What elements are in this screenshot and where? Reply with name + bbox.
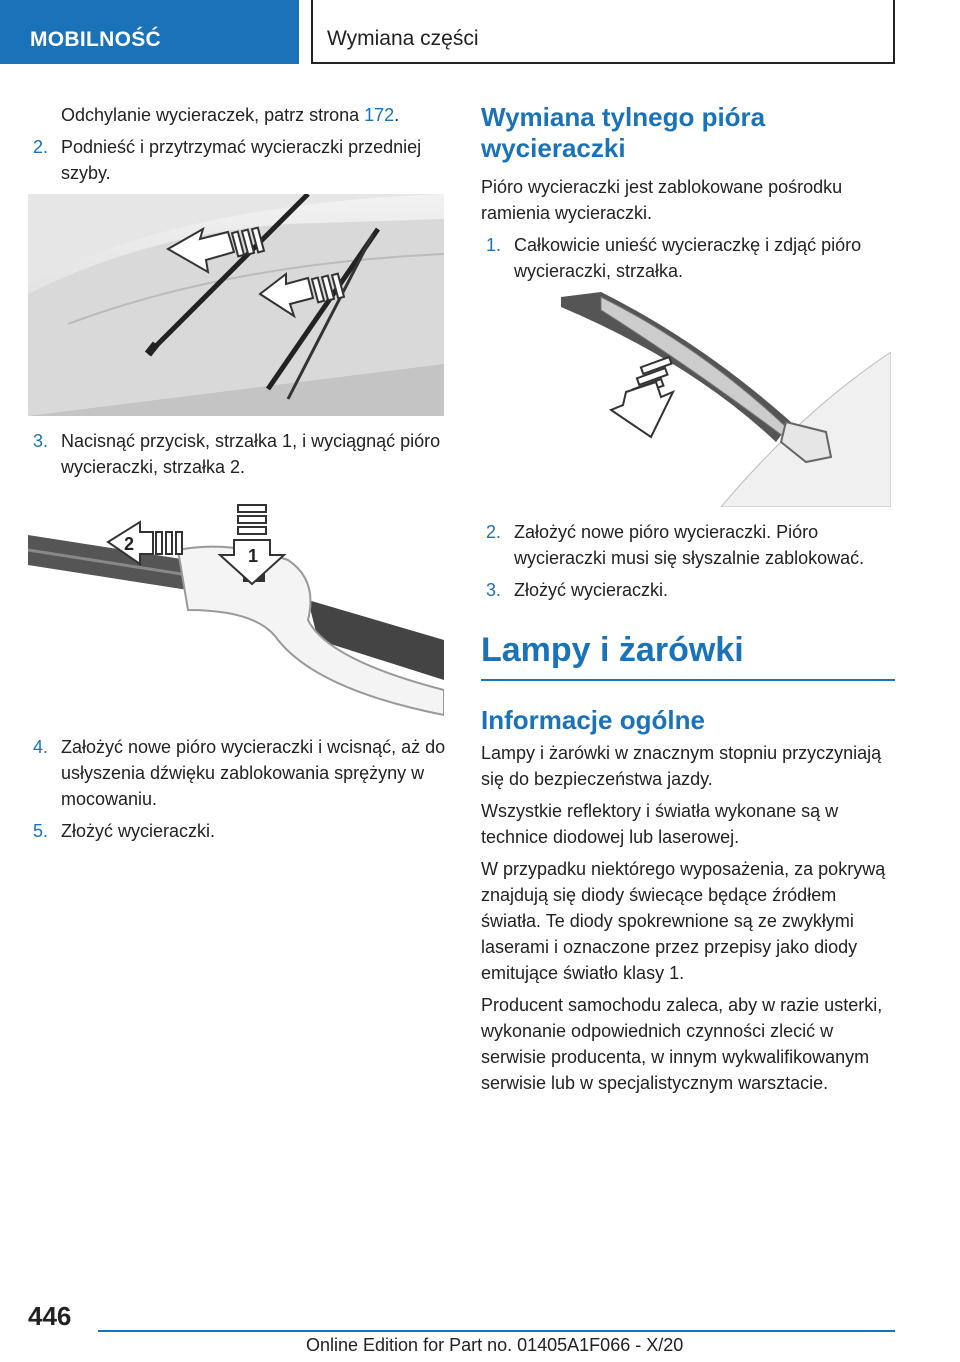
intro-text: Odchylanie wycieraczek, patrz strona xyxy=(61,105,360,125)
step-item xyxy=(481,577,895,603)
intro-end: . xyxy=(394,105,400,125)
paragraph: Producent samochodu zaleca, aby w razie usterki, wykonanie odpowiednich czynności zlecić w serwisie producenta, w innym wykwalifikowanym serwisie lub w specjalistycznym warsztacie. xyxy=(481,995,883,1093)
header-title: Wymiana części xyxy=(327,27,479,50)
step-number: 2. xyxy=(33,137,49,157)
paragraph: W przypadku niektórego wyposażenia, za pokrywą znajdują się diody świecące będące źródłem światła. Te diody spokrewnione są ze zwykłymi laserami i oznaczone przez przepisy jako diody emitujące światło klasy 1. xyxy=(481,859,886,983)
left-column xyxy=(28,102,446,850)
step-text: Złożyć wycieraczki. xyxy=(514,580,669,600)
step-number: 3. xyxy=(33,431,49,451)
figure-rear-wiper xyxy=(541,292,895,507)
edition-text: Online Edition for Part no. 01405A1F066 - X/20 xyxy=(306,1335,684,1355)
step-text: Nacisnąć przycisk, strzałka 1, i wyciągnąć pióro wycieraczki, strzałka 2. xyxy=(61,431,441,477)
step-item xyxy=(28,428,446,480)
arrow-1-label: 1 xyxy=(248,546,259,566)
footer-divider xyxy=(98,1330,895,1332)
step-item xyxy=(28,818,446,844)
step-item xyxy=(28,734,446,812)
figure-wiper-release xyxy=(28,500,446,722)
page-link-172[interactable]: 172 xyxy=(364,105,395,125)
header-section-tab xyxy=(0,0,299,64)
step-number: 2. xyxy=(486,522,502,542)
step-text: Założyć nowe pióro wycieraczki i wcisnąć, aż do usłyszenia dźwięku zablokowania sprężyny w mocowaniu. xyxy=(61,737,446,809)
page-number: 446 xyxy=(28,1301,72,1331)
right-column xyxy=(481,102,895,1102)
arrow-2-label: 2 xyxy=(124,534,135,554)
step-number: 3. xyxy=(486,580,502,600)
step-number: 4. xyxy=(33,737,49,757)
header-title-box xyxy=(311,0,895,64)
step-text: Całkowicie unieść wycieraczkę i zdjąć pióro wycieraczki, strzałka. xyxy=(514,235,862,281)
section-intro: Pióro wycieraczki jest zablokowane pośrodku ramienia wycieraczki. xyxy=(481,177,843,223)
header-section-label: MOBILNOŚĆ xyxy=(30,28,162,51)
paragraph: Lampy i żarówki w znacznym stopniu przyczyniają się do bezpieczeństwa jazdy. xyxy=(481,743,882,789)
step-text: Podnieść i przytrzymać wycieraczki przedniej szyby. xyxy=(61,137,422,183)
section-title-rear-wiper: Wymiana tylnego pióra wycieraczki xyxy=(481,102,766,163)
step-text: Założyć nowe pióro wycieraczki. Pióro wycieraczki musi się słyszalnie zablokować. xyxy=(514,522,865,568)
step-number: 5. xyxy=(33,821,49,841)
step-number: 1. xyxy=(486,235,502,255)
subsection-title: Informacje ogólne xyxy=(481,705,705,735)
chapter-title: Lampy i żarówki xyxy=(481,629,895,681)
step-item xyxy=(481,519,895,571)
step-text: Złożyć wycieraczki. xyxy=(61,821,216,841)
paragraph: Wszystkie reflektory i światła wykonane są w technice diodowej lub laserowej. xyxy=(481,801,839,847)
step-item xyxy=(28,134,446,186)
step-item xyxy=(481,232,895,284)
figure-windshield-wipers xyxy=(28,194,446,416)
intro-paragraph xyxy=(28,102,446,128)
